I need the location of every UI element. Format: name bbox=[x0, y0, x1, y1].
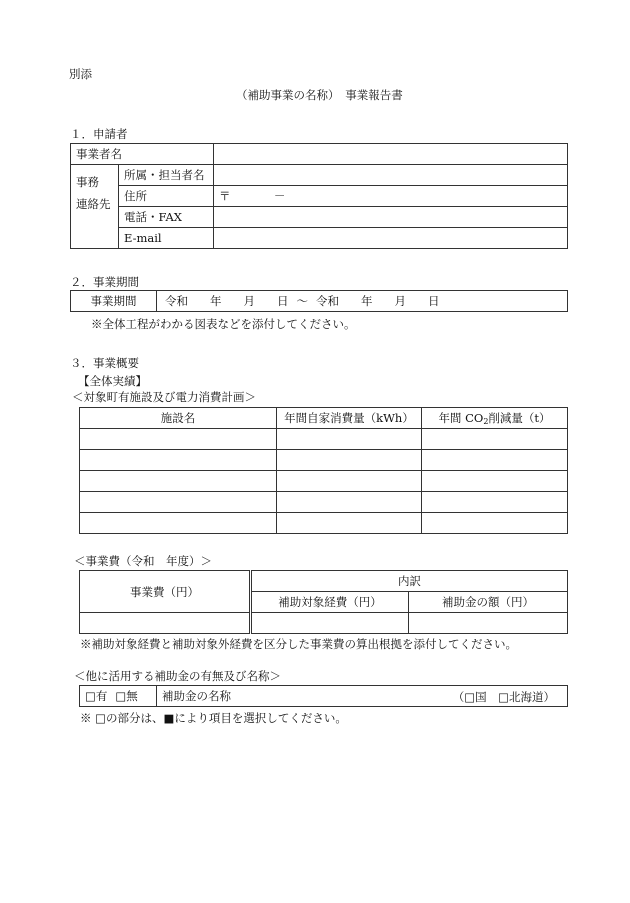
era-start: 令和 bbox=[165, 294, 188, 308]
eligible-cost-label: 補助対象経費（円） bbox=[251, 592, 409, 613]
cost-label: 事業費（円） bbox=[80, 571, 251, 613]
section-2-heading: ２．事業期間 bbox=[70, 275, 139, 289]
phone-value[interactable] bbox=[214, 207, 568, 228]
cost-subheading: ＜事業費（令和 年度）＞ bbox=[74, 554, 212, 568]
day-end: 日 bbox=[428, 294, 440, 308]
yes-checkbox[interactable]: □有 bbox=[85, 689, 108, 703]
facility-col-co2: 年間 CO2削減量（t） bbox=[422, 408, 568, 429]
period-value[interactable] bbox=[157, 291, 568, 312]
email-label: E-mail bbox=[119, 228, 214, 249]
facility-cell[interactable] bbox=[277, 471, 422, 492]
day-start: 日 bbox=[277, 294, 289, 308]
facility-cell[interactable] bbox=[80, 450, 277, 471]
contact-label-line1: 事務 bbox=[76, 175, 99, 189]
overall-results-label: 【全体実績】 bbox=[78, 374, 147, 388]
period-note: ※全体工程がわかる図表などを添付してください。 bbox=[91, 317, 356, 331]
facility-cell[interactable] bbox=[277, 429, 422, 450]
no-checkbox[interactable]: □無 bbox=[115, 689, 138, 703]
facility-col-consumption: 年間自家消費量（kWh） bbox=[277, 408, 422, 429]
subsidy-amount-value[interactable] bbox=[409, 613, 568, 634]
cost-note: ※補助対象経費と補助対象外経費を区分した事業費の算出根拠を添付してください。 bbox=[80, 637, 517, 651]
facility-cell[interactable] bbox=[277, 513, 422, 534]
facility-cell[interactable] bbox=[277, 450, 422, 471]
month-end: 月 bbox=[394, 294, 406, 308]
facility-cell[interactable] bbox=[422, 492, 568, 513]
subsidy-presence-cell bbox=[80, 686, 157, 707]
eligible-cost-value[interactable] bbox=[251, 613, 409, 634]
postal-dash: － bbox=[273, 189, 286, 203]
dept-value[interactable] bbox=[214, 165, 568, 186]
attachment-label: 別添 bbox=[69, 67, 92, 81]
facility-cell[interactable] bbox=[80, 429, 277, 450]
period-label: 事業期間 bbox=[71, 291, 157, 312]
facilities-subheading: ＜対象町有施設及び電力消費計画＞ bbox=[72, 390, 256, 404]
era-end: 令和 bbox=[316, 294, 339, 308]
other-subsidy-subheading: ＜他に活用する補助金の有無及び名称＞ bbox=[74, 669, 281, 683]
facility-cell[interactable] bbox=[277, 492, 422, 513]
checkbox-note: ※ □の部分は、■により項目を選択してください。 bbox=[80, 711, 347, 725]
company-value[interactable] bbox=[214, 144, 568, 165]
facility-cell[interactable] bbox=[80, 513, 277, 534]
dept-label: 所属・担当者名 bbox=[119, 165, 214, 186]
company-label: 事業者名 bbox=[71, 144, 214, 165]
facility-cell[interactable] bbox=[422, 450, 568, 471]
postal-mark: 〒 bbox=[219, 189, 231, 203]
section-1-heading: １．申請者 bbox=[70, 127, 128, 141]
month-start: 月 bbox=[243, 294, 255, 308]
facility-cell[interactable] bbox=[422, 513, 568, 534]
year-end: 年 bbox=[361, 294, 373, 308]
other-subsidy-table bbox=[79, 685, 568, 707]
facility-col-name: 施設名 bbox=[80, 408, 277, 429]
facility-cell[interactable] bbox=[80, 471, 277, 492]
doc-title: （補助事業の名称） 事業報告書 bbox=[236, 88, 403, 102]
cost-table bbox=[79, 570, 568, 634]
section-3-heading: ３．事業概要 bbox=[70, 356, 139, 370]
tilde: ～ bbox=[296, 294, 308, 308]
breakdown-label: 内訳 bbox=[251, 571, 568, 592]
cost-value[interactable] bbox=[80, 613, 251, 634]
subsidy-source-options[interactable]: （□国 □北海道） bbox=[452, 690, 555, 704]
subsidy-name-label: 補助金の名称 bbox=[162, 689, 231, 703]
period-table bbox=[70, 290, 568, 312]
year-start: 年 bbox=[210, 294, 222, 308]
email-value[interactable] bbox=[214, 228, 568, 249]
subsidy-name-cell[interactable] bbox=[157, 686, 568, 707]
address-value[interactable] bbox=[214, 186, 568, 207]
contact-label-line2: 連絡先 bbox=[76, 197, 111, 211]
phone-label: 電話・FAX bbox=[119, 207, 214, 228]
subsidy-amount-label: 補助金の額（円） bbox=[409, 592, 568, 613]
applicant-table bbox=[70, 143, 568, 249]
address-label: 住所 bbox=[119, 186, 214, 207]
facility-cell[interactable] bbox=[422, 429, 568, 450]
facility-table bbox=[79, 407, 568, 534]
facility-cell[interactable] bbox=[80, 492, 277, 513]
contact-label bbox=[71, 165, 119, 249]
facility-cell[interactable] bbox=[422, 471, 568, 492]
